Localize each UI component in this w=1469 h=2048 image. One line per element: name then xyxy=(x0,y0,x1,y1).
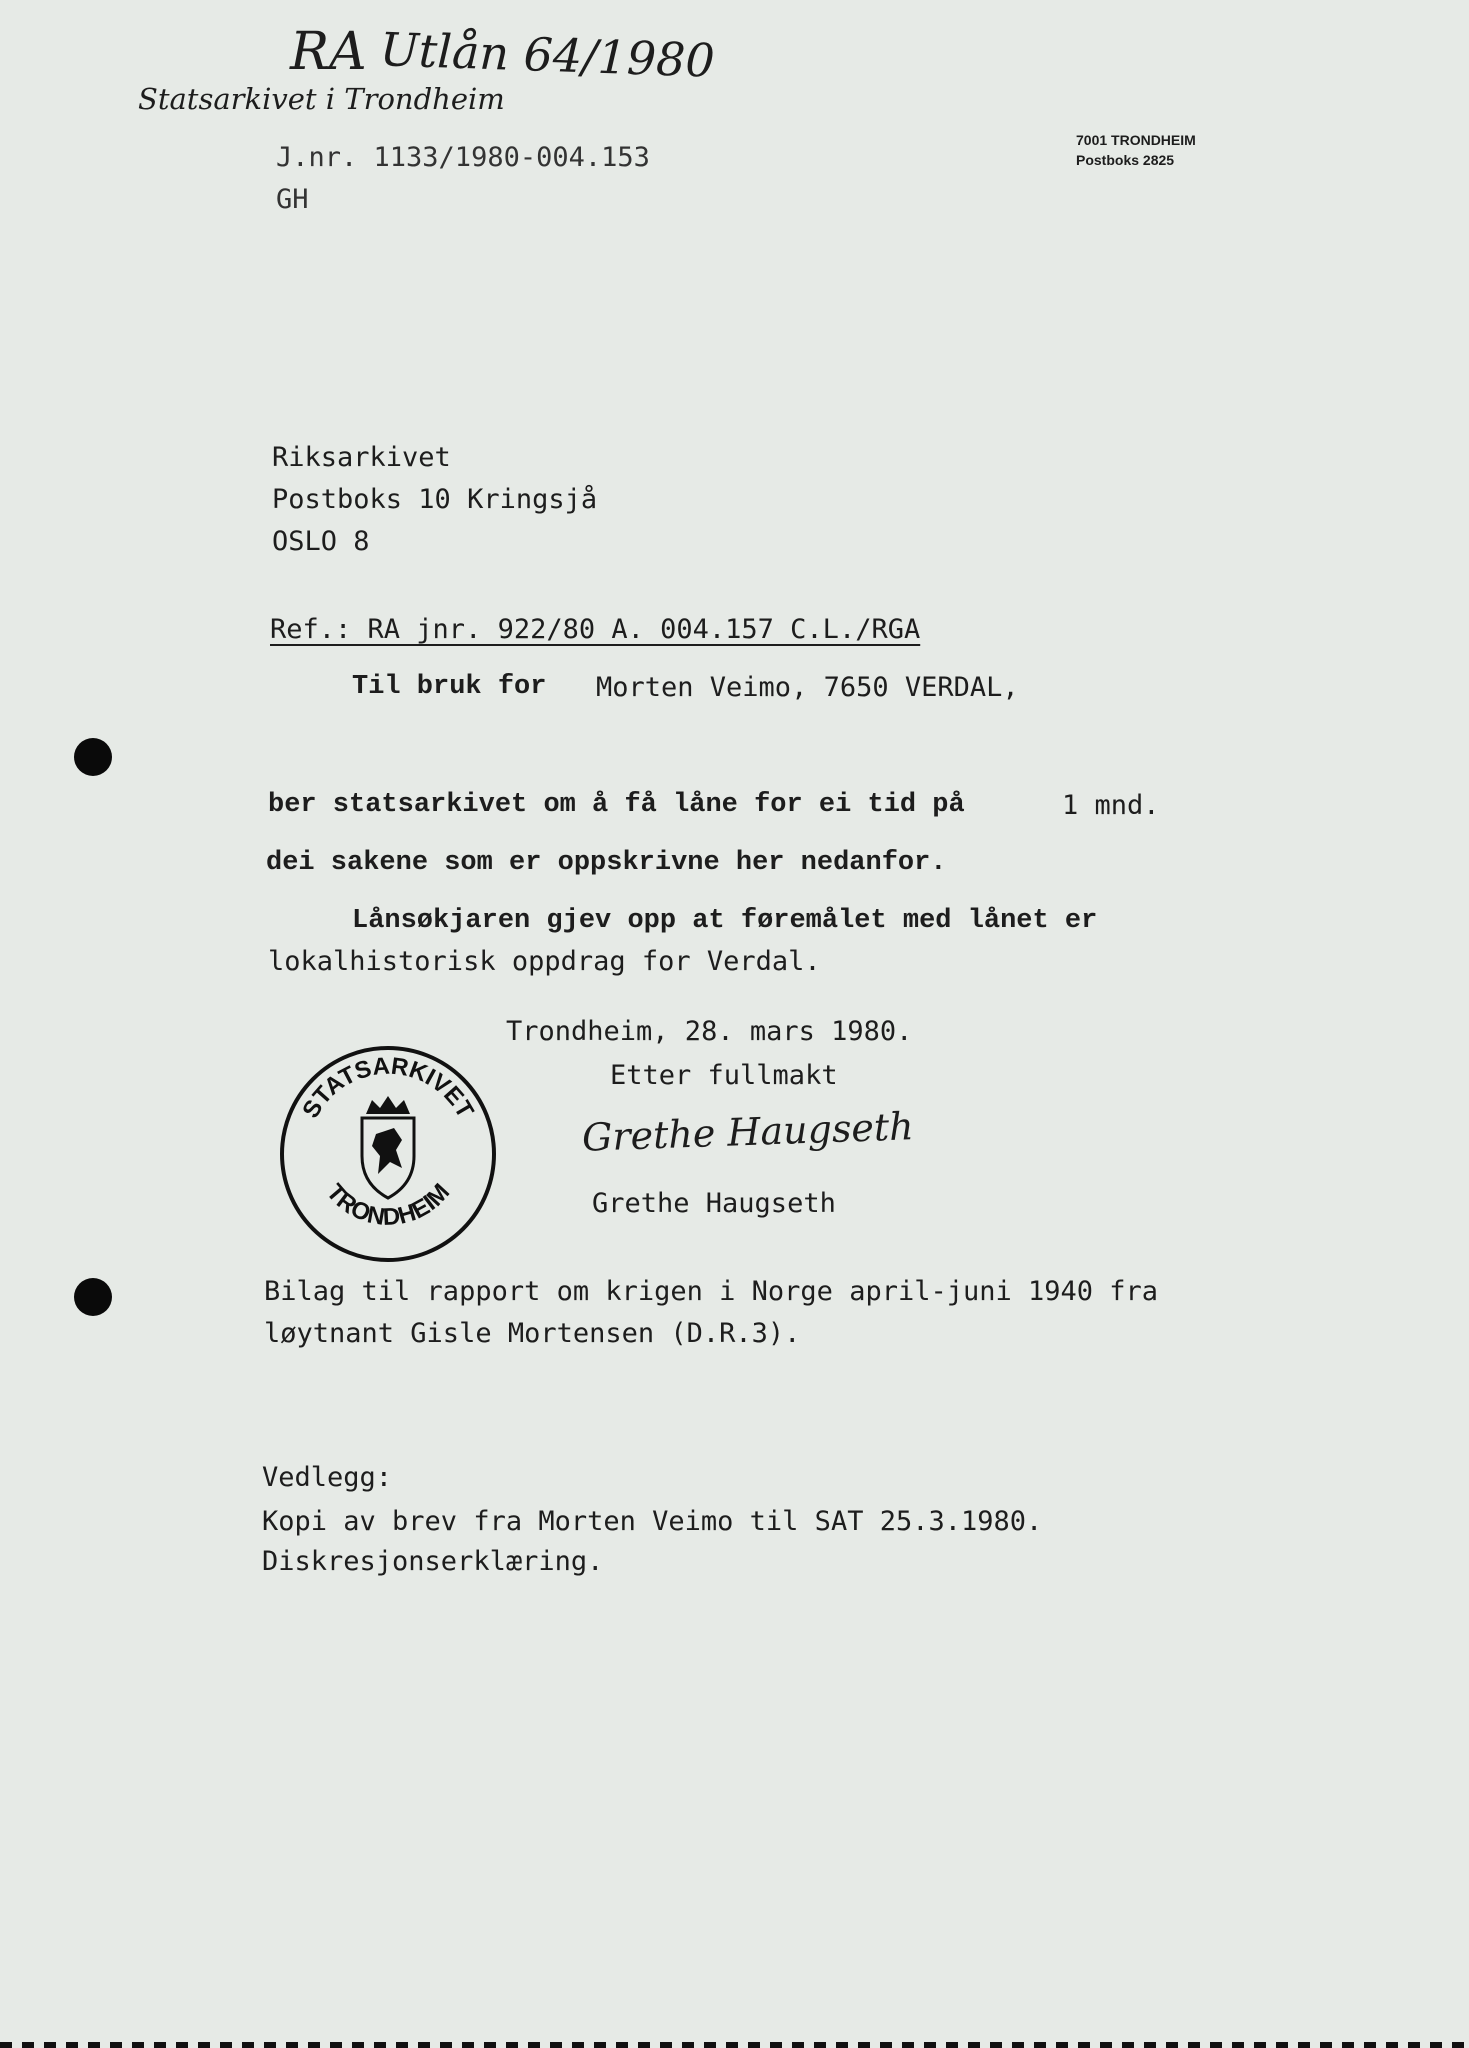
handwritten-loan-note: Utlån 64/1980 xyxy=(379,22,716,88)
stamp-top-text: STATSARKIVET xyxy=(297,1052,479,1123)
scan-edge-divider xyxy=(0,2042,1469,2048)
archive-stamp xyxy=(278,1044,498,1264)
request-line-1: ber statsarkivet om å få låne for ei tid på xyxy=(268,790,965,820)
request-line-3: Lånsøkjaren gjev opp at føremålet med lånet er xyxy=(352,906,1098,936)
signer-name: Grethe Haugseth xyxy=(592,1188,836,1219)
attachments-heading: Vedlegg: xyxy=(262,1462,393,1493)
handwritten-signature: Grethe Haugseth xyxy=(581,1104,915,1160)
attachment-item: Kopi av brev fra Morten Veimo til SAT 25.3.1980. xyxy=(262,1506,1043,1537)
journal-initials: GH xyxy=(276,184,309,215)
request-duration: 1 mnd. xyxy=(1062,790,1160,821)
use-for-label: Til bruk for xyxy=(352,672,547,702)
svg-text:TRONDHEIM xyxy=(321,1179,455,1231)
coat-of-arms-icon xyxy=(362,1096,414,1198)
authority-line: Etter fullmakt xyxy=(610,1060,838,1091)
use-for-value: Morten Veimo, 7650 VERDAL, xyxy=(596,672,1019,703)
attachment-item: Diskresjonserklæring. xyxy=(262,1546,604,1577)
handwritten-archive-ref: RA xyxy=(290,22,367,82)
recipient-line-1: Riksarkivet xyxy=(272,442,451,473)
item-line-2: løytnant Gisle Mortensen (D.R.3). xyxy=(264,1318,801,1349)
letterhead-pobox: Postboks 2825 xyxy=(1076,152,1175,168)
stamp-bottom-text: TRONDHEIM xyxy=(321,1178,456,1232)
place-date: Trondheim, 28. mars 1980. xyxy=(506,1016,913,1047)
letterhead-name: Statsarkivet i Trondheim xyxy=(138,82,505,116)
request-line-2: dei sakene som er oppskrivne her nedanfor. xyxy=(266,848,947,878)
punch-hole-bottom xyxy=(74,1278,112,1316)
punch-hole-top xyxy=(74,738,112,776)
recipient-line-3: OSLO 8 xyxy=(272,526,370,557)
item-line-1: Bilag til rapport om krigen i Norge april-juni 1940 fra xyxy=(264,1276,1159,1307)
journal-number: J.nr. 1133/1980-004.153 xyxy=(276,142,650,173)
request-line-4: lokalhistorisk oppdrag for Verdal. xyxy=(268,946,821,977)
recipient-line-2: Postboks 10 Kringsjå xyxy=(272,484,598,515)
reference-line: Ref.: RA jnr. 922/80 A. 004.157 C.L./RGA xyxy=(270,614,921,645)
letterhead-city: 7001 TRONDHEIM xyxy=(1076,132,1196,148)
